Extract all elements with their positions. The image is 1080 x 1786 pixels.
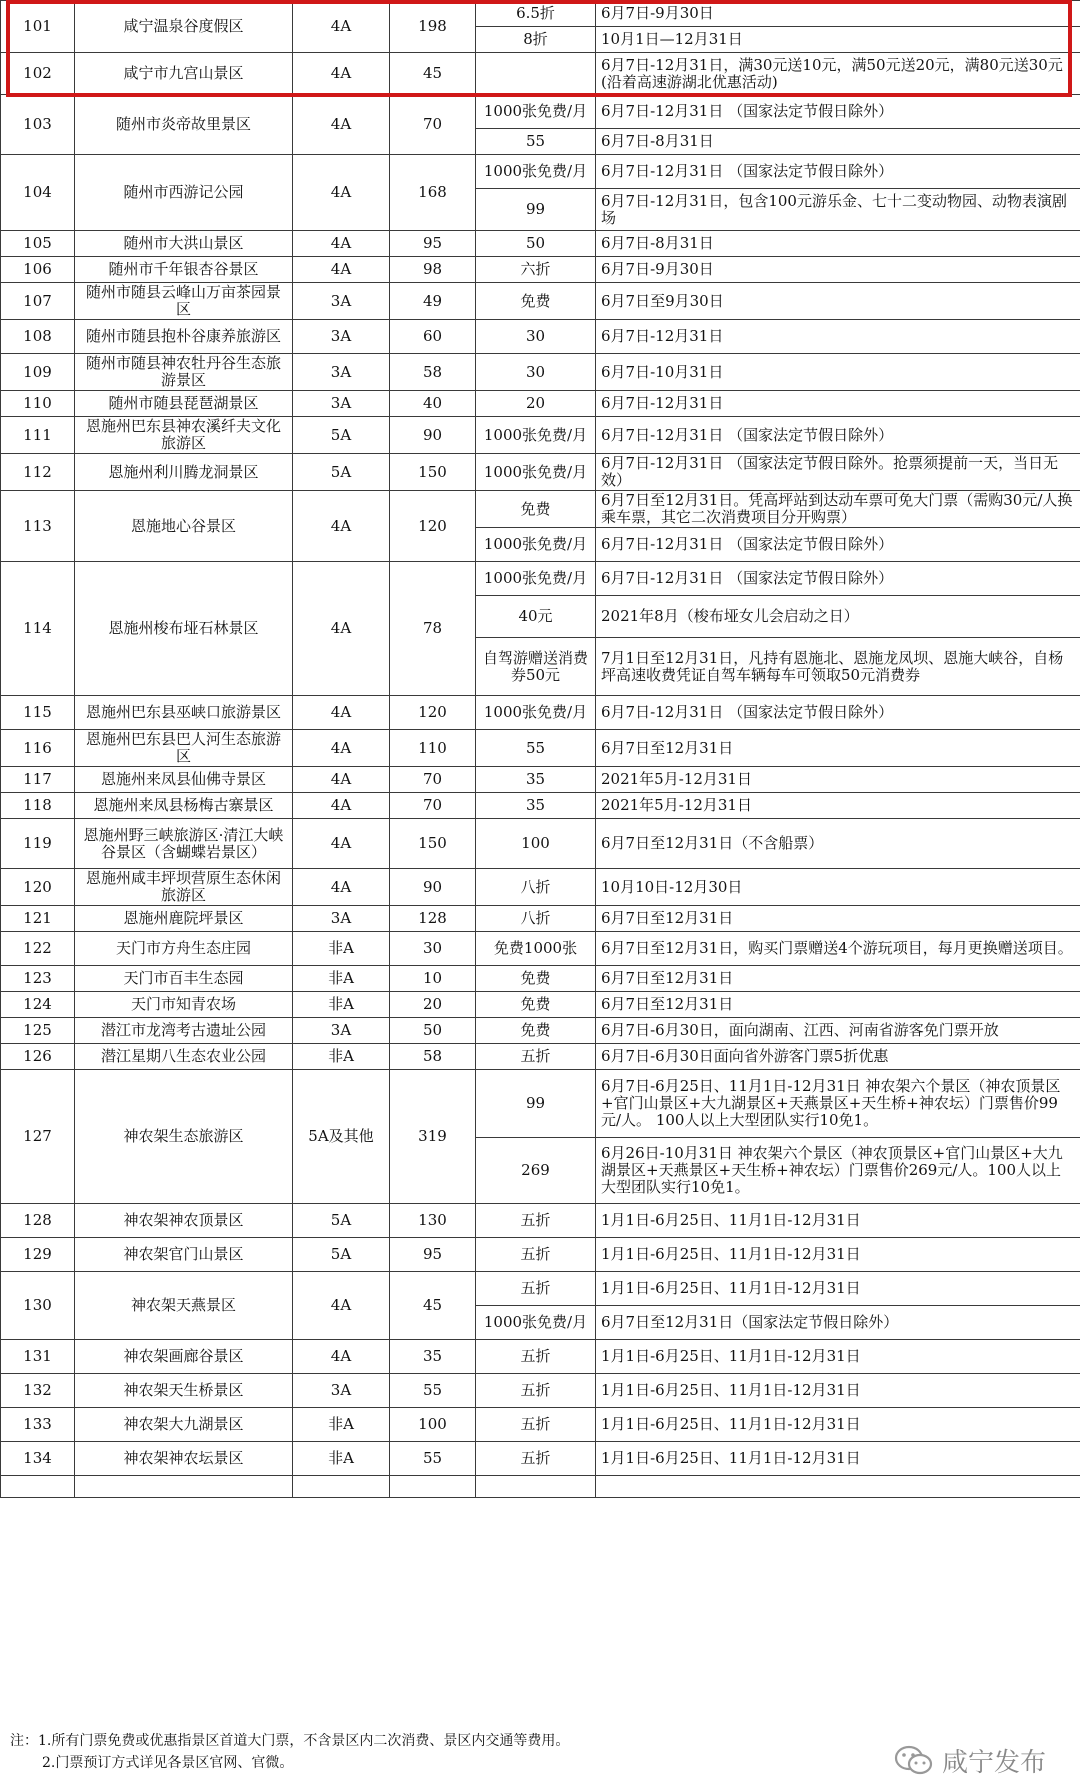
valid-period: 6月7日至9月30日: [596, 283, 1080, 320]
row-number: 113: [1, 491, 75, 562]
row-number: 127: [1, 1070, 75, 1204]
ticket-price: 98: [390, 257, 476, 283]
scenic-level: 3A: [293, 320, 390, 354]
row-number: 109: [1, 354, 75, 391]
scenic-name: 神农架神农顶景区: [75, 1204, 293, 1238]
table-row: [1, 391, 1080, 417]
valid-period: 6月7日-12月31日 （国家法定节假日除外）: [596, 696, 1080, 730]
discount-policy: 1000张免费/月: [476, 417, 596, 454]
table-row: [1, 696, 1080, 730]
scenic-level: 4A: [293, 155, 390, 231]
scenic-level: 5A: [293, 417, 390, 454]
valid-period: 6月7日至12月31日。凭高坪站到达动车票可免大门票（需购30元/人换乘车票，其它二次消费项目分开购票）: [596, 491, 1080, 528]
scenic-name: 随州市炎帝故里景区: [75, 95, 293, 155]
scenic-level: 4A: [293, 767, 390, 793]
row-number: 122: [1, 932, 75, 966]
valid-period: 6月7日至12月31日: [596, 992, 1080, 1018]
ticket-price: 55: [390, 1442, 476, 1476]
scenic-name: 随州市随县琵琶湖景区: [75, 391, 293, 417]
ticket-price: 95: [390, 231, 476, 257]
discount-policy: 269: [476, 1138, 596, 1204]
table-row: [1, 1340, 1080, 1374]
scenic-level: 非A: [293, 932, 390, 966]
scenic-level: 4A: [293, 1, 390, 53]
table-row: [1, 417, 1080, 454]
row-number: 133: [1, 1408, 75, 1442]
scenic-level: 5A及其他: [293, 1070, 390, 1204]
discount-policy: 免费: [476, 966, 596, 992]
scenic-name: 恩施州巴东县巴人河生态旅游区: [75, 730, 293, 767]
table-row: [1, 257, 1080, 283]
scenic-name: 天门市百丰生态园: [75, 966, 293, 992]
valid-period: 6月26日-10月31日 神农架六个景区（神农顶景区+官门山景区+大九湖景区+天燕景区+天生桥+神农坛）门票售价269元/人。100人以上大型团队实行10免1。: [596, 1138, 1080, 1204]
discount-policy: 35: [476, 793, 596, 819]
discount-policy: 免费1000张: [476, 932, 596, 966]
discount-policy: 自驾游赠送消费券50元: [476, 638, 596, 696]
row-number: 114: [1, 562, 75, 696]
row-number: 125: [1, 1018, 75, 1044]
ticket-price: 49: [390, 283, 476, 320]
scenic-name: 神农架天生桥景区: [75, 1374, 293, 1408]
valid-period: 7月1日至12月31日，凡持有恩施北、恩施龙凤坝、恩施大峡谷，自杨坪高速收费凭证自驾车辆每车可领取50元消费券: [596, 638, 1080, 696]
valid-period: 6月7日-12月31日: [596, 320, 1080, 354]
row-number: 115: [1, 696, 75, 730]
row-number: 112: [1, 454, 75, 491]
scenic-level: 非A: [293, 966, 390, 992]
valid-period: 1月1日-6月25日、11月1日-12月31日: [596, 1442, 1080, 1476]
scenic-name: 恩施州鹿院坪景区: [75, 906, 293, 932]
scenic-name: 神农架神农坛景区: [75, 1442, 293, 1476]
discount-policy: 五折: [476, 1238, 596, 1272]
table-row: [1, 1044, 1080, 1070]
brand-name: 咸宁发布: [941, 1748, 1046, 1778]
discount-policy: 30: [476, 320, 596, 354]
valid-period: 6月7日-12月31日 （国家法定节假日除外）: [596, 417, 1080, 454]
discount-policy: 1000张免费/月: [476, 696, 596, 730]
empty-cell: [476, 1476, 596, 1498]
scenic-name: 潜江市龙湾考古遗址公园: [75, 1018, 293, 1044]
discount-policy: 1000张免费/月: [476, 95, 596, 129]
ticket-price: 70: [390, 95, 476, 155]
scenic-level: 4A: [293, 696, 390, 730]
valid-period: 2021年5月-12月31日: [596, 793, 1080, 819]
discount-policy: 1000张免费/月: [476, 454, 596, 491]
scenic-level: 4A: [293, 95, 390, 155]
valid-period: 6月7日-6月30日面向省外游客门票5折优惠: [596, 1044, 1080, 1070]
scenic-level: 4A: [293, 257, 390, 283]
scenic-name: 咸宁温泉谷度假区: [75, 1, 293, 53]
valid-period: 6月7日至12月31日: [596, 730, 1080, 767]
discount-policy: 免费: [476, 491, 596, 528]
ticket-price: 78: [390, 562, 476, 696]
discount-policy: 1000张免费/月: [476, 155, 596, 189]
row-number: 130: [1, 1272, 75, 1340]
discount-policy: 八折: [476, 869, 596, 906]
table-row: [1, 491, 1080, 528]
table-row: [1, 767, 1080, 793]
discount-policy: 20: [476, 391, 596, 417]
valid-period: 6月7日-9月30日: [596, 257, 1080, 283]
scenic-level: 3A: [293, 283, 390, 320]
discount-policy: 1000张免费/月: [476, 528, 596, 562]
discount-policy: 五折: [476, 1340, 596, 1374]
table-row: [1, 95, 1080, 129]
discount-policy: 五折: [476, 1204, 596, 1238]
ticket-price: 90: [390, 417, 476, 454]
valid-period: 6月7日至12月31日（不含船票）: [596, 819, 1080, 869]
ticket-price: 10: [390, 966, 476, 992]
scenic-name: 恩施州巴东县神农溪纤夫文化旅游区: [75, 417, 293, 454]
discount-policy: 1000张免费/月: [476, 1306, 596, 1340]
table-row: [1, 283, 1080, 320]
valid-period: 6月7日-12月31日 （国家法定节假日除外）: [596, 95, 1080, 129]
footnotes: [10, 1730, 870, 1774]
discount-policy: 100: [476, 819, 596, 869]
scenic-level: 非A: [293, 1442, 390, 1476]
valid-period: 6月7日-10月31日: [596, 354, 1080, 391]
valid-period: 6月7日-6月25日、11月1日-12月31日 神农架六个景区（神农顶景区+官门山景区+大九湖景区+天燕景区+天生桥+神农坛）门票售价99元/人。 100人以上大型团队实行10免1。: [596, 1070, 1080, 1138]
table-row: [1, 992, 1080, 1018]
row-number: 129: [1, 1238, 75, 1272]
ticket-price: 168: [390, 155, 476, 231]
discount-policy: 99: [476, 189, 596, 231]
valid-period: 6月7日至12月31日，购买门票赠送4个游玩项目，每月更换赠送项目。: [596, 932, 1080, 966]
table-row: [1, 320, 1080, 354]
table-row: [1, 906, 1080, 932]
scenic-name: 恩施州巴东县巫峡口旅游景区: [75, 696, 293, 730]
scenic-name: 天门市方舟生态庄园: [75, 932, 293, 966]
scenic-level: 3A: [293, 1018, 390, 1044]
scenic-name: 恩施州咸丰坪坝营原生态休闲旅游区: [75, 869, 293, 906]
row-number: 108: [1, 320, 75, 354]
scenic-name: 随州市大洪山景区: [75, 231, 293, 257]
ticket-price: 110: [390, 730, 476, 767]
scenic-name: 恩施州梭布垭石林景区: [75, 562, 293, 696]
table-row: [1, 1018, 1080, 1044]
row-number: 104: [1, 155, 75, 231]
empty-row: [1, 1476, 1080, 1498]
scenic-name: 咸宁市九宫山景区: [75, 53, 293, 95]
discount-policy: 8折: [476, 27, 596, 53]
scenic-name: 神农架生态旅游区: [75, 1070, 293, 1204]
table-row: [1, 1272, 1080, 1306]
valid-period: 2021年8月（梭布垭女儿会启动之日）: [596, 596, 1080, 638]
discount-policy: 五折: [476, 1374, 596, 1408]
scenic-name: 恩施地心谷景区: [75, 491, 293, 562]
valid-period: 6月7日-12月31日，满30元送10元，满50元送20元，满80元送30元(沿着高速游湖北优惠活动): [596, 53, 1080, 95]
ticket-price: 35: [390, 1340, 476, 1374]
row-number: 123: [1, 966, 75, 992]
table-row: [1, 53, 1080, 95]
discount-policy: 50: [476, 231, 596, 257]
table-row: [1, 354, 1080, 391]
table-row: [1, 1, 1080, 27]
valid-period: 6月7日至12月31日: [596, 906, 1080, 932]
scenic-name: 随州市随县云峰山万亩茶园景区: [75, 283, 293, 320]
ticket-price: 45: [390, 53, 476, 95]
valid-period: 1月1日-6月25日、11月1日-12月31日: [596, 1374, 1080, 1408]
valid-period: 1月1日-6月25日、11月1日-12月31日: [596, 1238, 1080, 1272]
scenic-level: 4A: [293, 562, 390, 696]
row-number: 124: [1, 992, 75, 1018]
scenic-name: 神农架天燕景区: [75, 1272, 293, 1340]
scenic-name: 随州市西游记公园: [75, 155, 293, 231]
scenic-level: 非A: [293, 1408, 390, 1442]
ticket-price: 198: [390, 1, 476, 53]
scenic-level: 非A: [293, 1044, 390, 1070]
scenic-level: 5A: [293, 1204, 390, 1238]
valid-period: 1月1日-6月25日、11月1日-12月31日: [596, 1340, 1080, 1374]
discount-policy: 6.5折: [476, 1, 596, 27]
table-row: [1, 730, 1080, 767]
scenic-level: 3A: [293, 391, 390, 417]
table-row: [1, 793, 1080, 819]
row-number: 128: [1, 1204, 75, 1238]
scenic-level: 非A: [293, 992, 390, 1018]
ticket-price: 60: [390, 320, 476, 354]
ticket-price: 95: [390, 1238, 476, 1272]
valid-period: 6月7日-8月31日: [596, 231, 1080, 257]
table-row: [1, 562, 1080, 596]
ticket-price: 120: [390, 696, 476, 730]
valid-period: 10月1日—12月31日: [596, 27, 1080, 53]
ticket-price: 150: [390, 819, 476, 869]
scenic-name: 神农架大九湖景区: [75, 1408, 293, 1442]
scenic-level: 4A: [293, 819, 390, 869]
ticket-price: 58: [390, 1044, 476, 1070]
row-number: 134: [1, 1442, 75, 1476]
note-2: 2.门票预订方式详见各景区官网、官微。: [42, 1755, 294, 1771]
discount-policy: 五折: [476, 1442, 596, 1476]
empty-cell: [596, 1476, 1080, 1498]
table-row: [1, 1408, 1080, 1442]
scenic-level: 5A: [293, 1238, 390, 1272]
ticket-price: 128: [390, 906, 476, 932]
discount-policy: 1000张免费/月: [476, 562, 596, 596]
table-row: [1, 932, 1080, 966]
scenic-name: 恩施州利川腾龙洞景区: [75, 454, 293, 491]
discount-policy: 免费: [476, 1018, 596, 1044]
scenic-name: 随州市千年银杏谷景区: [75, 257, 293, 283]
scenic-level: 4A: [293, 231, 390, 257]
valid-period: 6月7日-12月31日: [596, 391, 1080, 417]
valid-period: 1月1日-6月25日、11月1日-12月31日: [596, 1408, 1080, 1442]
scenic-name: 随州市随县神农牡丹谷生态旅游景区: [75, 354, 293, 391]
scenic-level: 4A: [293, 869, 390, 906]
row-number: 105: [1, 231, 75, 257]
row-number: 126: [1, 1044, 75, 1070]
table-row: [1, 231, 1080, 257]
ticket-price: 120: [390, 491, 476, 562]
discount-policy: 40元: [476, 596, 596, 638]
brand-watermark: [890, 1742, 1050, 1779]
valid-period: 6月7日-12月31日 （国家法定节假日除外。抢票须提前一天，当日无效）: [596, 454, 1080, 491]
row-number: 117: [1, 767, 75, 793]
valid-period: 1月1日-6月25日、11月1日-12月31日: [596, 1204, 1080, 1238]
ticket-price: 58: [390, 354, 476, 391]
table-row: [1, 454, 1080, 491]
scenic-name: 随州市随县抱朴谷康养旅游区: [75, 320, 293, 354]
scenic-level: 5A: [293, 454, 390, 491]
valid-period: 6月7日至12月31日（国家法定节假日除外）: [596, 1306, 1080, 1340]
scenic-level: 3A: [293, 354, 390, 391]
table-row: [1, 869, 1080, 906]
ticket-price: 150: [390, 454, 476, 491]
scenic-name: 恩施州野三峡旅游区·清江大峡谷景区（含蝴蝶岩景区）: [75, 819, 293, 869]
row-number: 120: [1, 869, 75, 906]
scenic-name: 神农架画廊谷景区: [75, 1340, 293, 1374]
discount-policy: 八折: [476, 906, 596, 932]
row-number: 110: [1, 391, 75, 417]
discount-policy: 55: [476, 129, 596, 155]
ticket-price: 90: [390, 869, 476, 906]
empty-cell: [1, 1476, 75, 1498]
scenic-level: 4A: [293, 793, 390, 819]
scenic-level: 3A: [293, 1374, 390, 1408]
row-number: 119: [1, 819, 75, 869]
row-number: 107: [1, 283, 75, 320]
scenic-name: 潜江星期八生态农业公园: [75, 1044, 293, 1070]
scenic-level: 4A: [293, 53, 390, 95]
valid-period: 6月7日-12月31日 （国家法定节假日除外）: [596, 528, 1080, 562]
table-row: [1, 1442, 1080, 1476]
scenic-name: 天门市知青农场: [75, 992, 293, 1018]
valid-period: 1月1日-6月25日、11月1日-12月31日: [596, 1272, 1080, 1306]
scenic-level: 4A: [293, 730, 390, 767]
valid-period: 6月7日-12月31日 （国家法定节假日除外）: [596, 155, 1080, 189]
valid-period: 10月10日-12月30日: [596, 869, 1080, 906]
table-row: [1, 155, 1080, 189]
valid-period: 6月7日-12月31日 （国家法定节假日除外）: [596, 562, 1080, 596]
discount-policy: 55: [476, 730, 596, 767]
row-number: 102: [1, 53, 75, 95]
ticket-price: 130: [390, 1204, 476, 1238]
row-number: 103: [1, 95, 75, 155]
scenic-level: 4A: [293, 1272, 390, 1340]
row-number: 106: [1, 257, 75, 283]
ticket-price: 319: [390, 1070, 476, 1204]
scenic-name: 恩施州来凤县杨梅古寨景区: [75, 793, 293, 819]
valid-period: 6月7日-12月31日，包含100元游乐金、七十二变动物园、动物表演剧场: [596, 189, 1080, 231]
valid-period: 6月7日-8月31日: [596, 129, 1080, 155]
discount-policy: 五折: [476, 1044, 596, 1070]
ticket-price: 55: [390, 1374, 476, 1408]
empty-cell: [75, 1476, 293, 1498]
discount-policy: 35: [476, 767, 596, 793]
discount-policy: 99: [476, 1070, 596, 1138]
ticket-price: 70: [390, 767, 476, 793]
ticket-price: 45: [390, 1272, 476, 1340]
ticket-price: 100: [390, 1408, 476, 1442]
valid-period: 6月7日-9月30日: [596, 1, 1080, 27]
discount-policy: 五折: [476, 1272, 596, 1306]
discount-policy: 免费: [476, 992, 596, 1018]
table-row: [1, 966, 1080, 992]
row-number: 101: [1, 1, 75, 53]
ticket-price: 30: [390, 932, 476, 966]
scenic-name: 神农架官门山景区: [75, 1238, 293, 1272]
ticket-price: 40: [390, 391, 476, 417]
ticket-price: 50: [390, 1018, 476, 1044]
discount-policy: 五折: [476, 1408, 596, 1442]
ticket-price: 70: [390, 793, 476, 819]
row-number: 132: [1, 1374, 75, 1408]
table-row: [1, 1374, 1080, 1408]
row-number: 121: [1, 906, 75, 932]
table-row: [1, 1070, 1080, 1138]
table-row: [1, 819, 1080, 869]
discount-policy: 免费: [476, 283, 596, 320]
scenic-name: 恩施州来凤县仙佛寺景区: [75, 767, 293, 793]
valid-period: 6月7日至12月31日: [596, 966, 1080, 992]
valid-period: 6月7日-6月30日，面向湖南、江西、河南省游客免门票开放: [596, 1018, 1080, 1044]
row-number: 116: [1, 730, 75, 767]
row-number: 131: [1, 1340, 75, 1374]
row-number: 118: [1, 793, 75, 819]
table-row: [1, 1238, 1080, 1272]
scenic-level: 3A: [293, 906, 390, 932]
wechat-icon: [894, 1745, 934, 1777]
empty-cell: [293, 1476, 390, 1498]
ticket-price: 20: [390, 992, 476, 1018]
scenic-level: 4A: [293, 1340, 390, 1374]
note-1: 注：1.所有门票免费或优惠指景区首道大门票，不含景区内二次消费、景区内交通等费用。: [10, 1733, 570, 1749]
scenic-level: 4A: [293, 491, 390, 562]
discount-policy: [476, 53, 596, 95]
row-number: 111: [1, 417, 75, 454]
discount-policy: 六折: [476, 257, 596, 283]
table-row: [1, 1204, 1080, 1238]
valid-period: 2021年5月-12月31日: [596, 767, 1080, 793]
discount-policy: 30: [476, 354, 596, 391]
empty-cell: [390, 1476, 476, 1498]
